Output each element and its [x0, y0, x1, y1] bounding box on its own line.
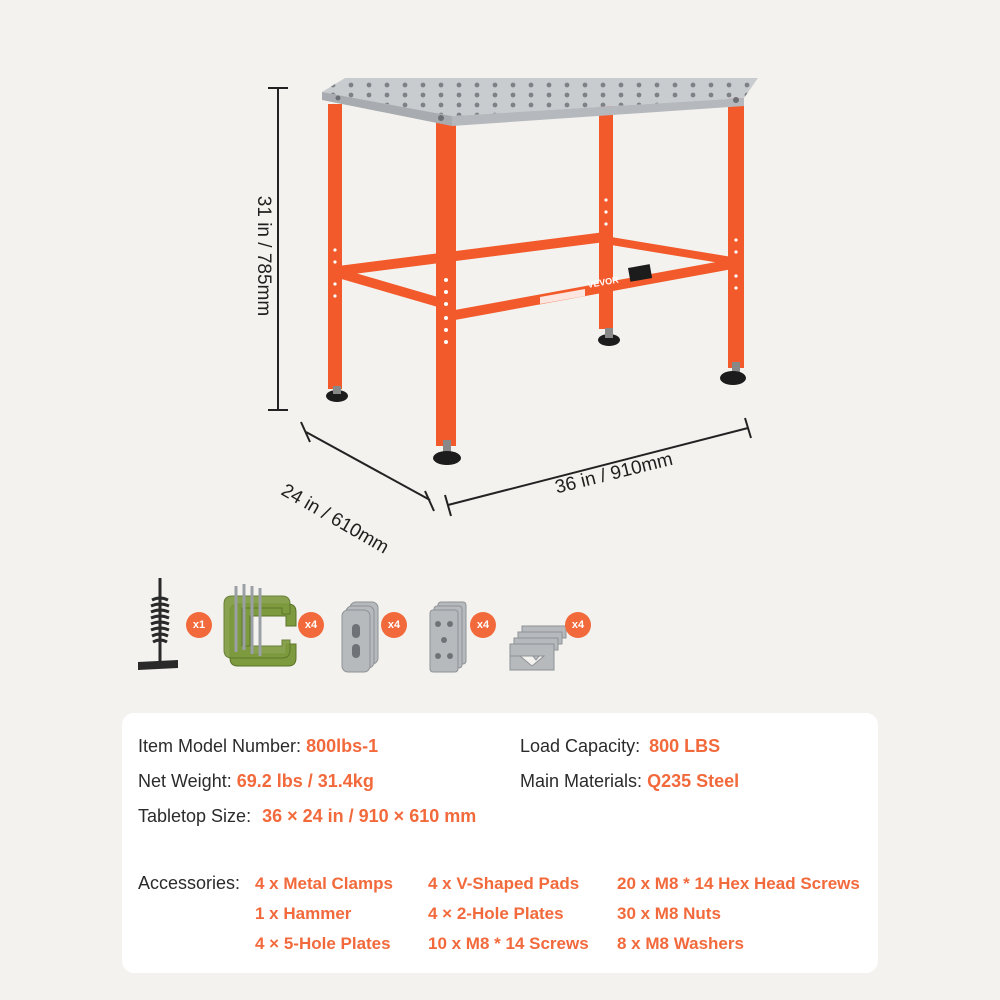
spec-weight-label: Net Weight:: [138, 771, 232, 791]
perforated-tabletop: [322, 78, 758, 126]
v-pad-icon: [508, 624, 568, 674]
spec-model-number: [138, 736, 378, 757]
spec-tabletop-value: 36 × 24 in / 910 × 610 mm: [262, 806, 477, 826]
brand-label: VEVOR: [586, 274, 620, 290]
spec-load-capacity: [520, 736, 720, 757]
width-dimension-label: 36 in / 910mm: [553, 448, 675, 499]
depth-dimension-line: [301, 422, 434, 511]
accessories-label: Accessories:: [138, 873, 241, 893]
spec-material-label: Main Materials:: [520, 771, 643, 791]
accessory-item: 8 x M8 Washers: [617, 934, 744, 953]
spec-tabletop-size: [138, 806, 476, 827]
hammer-qty-badge: x1: [186, 612, 212, 638]
spec-weight-value: 69.2 lbs / 31.4kg: [236, 771, 374, 791]
two-hole-plate-qty-badge: x4: [381, 612, 407, 638]
lower-frame: [338, 232, 738, 320]
spec-capacity-label: Load Capacity:: [520, 736, 641, 756]
spec-net-weight: [138, 771, 374, 792]
depth-dimension-label: 24 in / 610mm: [277, 480, 393, 559]
v-pad-qty-badge: x4: [565, 612, 591, 638]
accessory-item: 4 x Metal Clamps: [255, 874, 393, 893]
spec-main-materials: [520, 771, 739, 792]
spec-material-value: Q235 Steel: [647, 771, 740, 791]
spec-model-label: Item Model Number:: [138, 736, 302, 756]
height-dimension-label: 31 in / 785mm: [253, 195, 274, 317]
spec-tabletop-label: Tabletop Size:: [138, 806, 252, 826]
accessory-item: 4 x V-Shaped Pads: [428, 874, 580, 893]
back-leg-right: [598, 104, 620, 346]
accessory-item: 1 x Hammer: [255, 904, 352, 923]
clamp-icon: [214, 582, 300, 676]
two-hole-plate-icon: [340, 600, 384, 676]
accessory-item: 10 x M8 * 14 Screws: [428, 934, 589, 953]
spec-capacity-value: 800 LBS: [649, 736, 721, 756]
hammer-icon: [134, 574, 182, 674]
five-hole-plate-qty-badge: x4: [470, 612, 496, 638]
accessory-item: 4 × 2-Hole Plates: [428, 904, 564, 923]
five-hole-plate-icon: [426, 600, 470, 676]
front-leg-right: [720, 98, 746, 385]
accessory-item: 30 x M8 Nuts: [617, 904, 721, 923]
accessory-item: 20 x M8 * 14 Hex Head Screws: [617, 874, 860, 893]
clamp-qty-badge: x4: [298, 612, 324, 638]
spec-model-value: 800lbs-1: [306, 736, 379, 756]
accessory-item: 4 × 5-Hole Plates: [255, 934, 391, 953]
back-leg-left: [326, 104, 348, 402]
